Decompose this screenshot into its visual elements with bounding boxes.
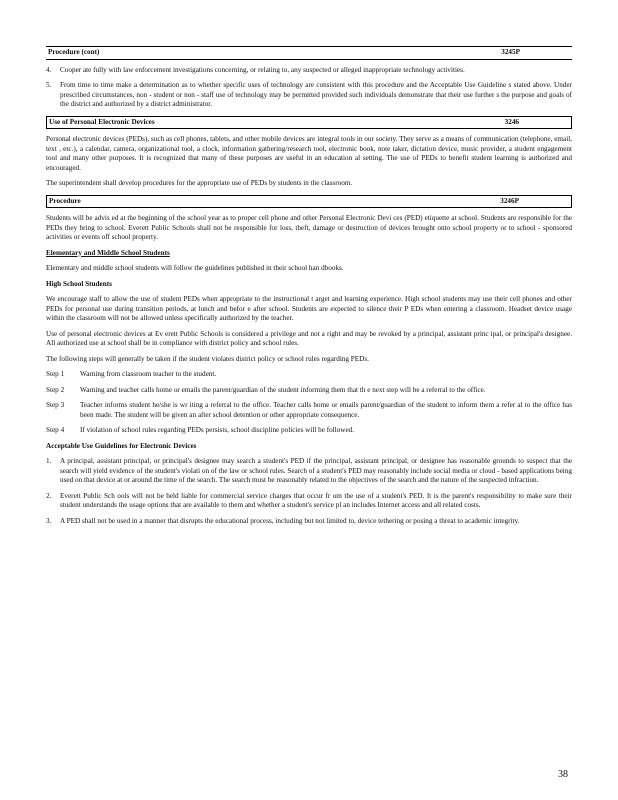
step-label: Step 2 [46, 385, 65, 394]
paragraph: Personal electronic devices (PEDs), such as cell phones, tablets, and other mobile devices are integral tools in our society. They serve as a means of communication (telephone, email, text , etc.), a calendar, camera, organizational tool, a clock, information gathering/research tool, electronic book, note taker, dictation device, music provider, a student engagement tool and many other purposes. It is recognized that many of these purposes are useful in an education al setting. The use of PEDs to benefit student learning is authorized and encouraged. [46, 135, 572, 172]
document-page [46, 46, 572, 532]
list-item [46, 492, 572, 511]
step-text: Teacher informs student he/she is wr iting a referral to the office. Teacher calls home or emails parent/guardian of the student to inform them a refer al to the office has been made. The student will be given an after school detention or other appropriate consequence. [80, 401, 572, 419]
list-item [46, 517, 572, 527]
list-text: A PED shall not be used in a manner that disrupts the educational process, including but not limited to, device tethering or posing a threat to academic integrity. [60, 516, 520, 525]
paragraph: Students will be advis ed at the beginning of the school year as to proper cell phone and other Personal Electronic Devi ces (PED) etiquette at school. Students are responsible for the PEDs they bring to school. Everett Public Schools shall not be responsible for loss, theft, damage or destruction of devices brought onto school property or to school - sponsored activities or events off school property. [46, 214, 572, 241]
paragraph: Use of personal electronic devices at Ev erett Public Schools is considered a privilege and not a right and may be revoked by a principal, assistant princ ipal, or principal's designee. All authorized use at school shall be in compliance with district policy and school rules. [46, 329, 572, 347]
list-number: 2. [46, 491, 52, 500]
list-number: 3. [46, 516, 52, 525]
subheading-high-school: High School Students [46, 279, 112, 288]
step-item [46, 370, 572, 380]
section-header-procedure-cont [46, 46, 572, 60]
list-text: From time to time make a determination as to whether specific uses of technology are consistent with this procedure and the Acceptable Use Guideline s stated above. Under prescribed circumstances, non - student or non - staff use of technology may be permitted provided such individuals demonstrate that their use further s the purpose and goals of the district and authorized by a district administrator. [60, 81, 572, 108]
step-label: Step 1 [46, 370, 65, 378]
list-text: Cooper ate fully with law enforcement investigations concerning, or relating to, any suspected or alleged inappropriate technology activities. [60, 65, 465, 74]
list-text: Everett Public Sch ools will not be held liable for commercial service charges that occur fr om the use of a student's PED. It is the parent's responsibility to make sure their student understands the usage options that are available to them and whether a student's service pl an includes Internet access and all related costs. [60, 491, 572, 509]
section-header-procedure [46, 195, 572, 209]
step-label: Step 3 [46, 401, 65, 409]
list-number: 5. [46, 81, 52, 89]
list-number: 4. [46, 65, 52, 74]
section-header-personal-devices [46, 116, 572, 130]
step-item [46, 401, 572, 420]
subheading-elementary [46, 249, 572, 259]
list-item [46, 81, 572, 110]
step-item [46, 426, 572, 436]
paragraph: Elementary and middle school students will follow the guidelines published in their school han dbooks. [46, 264, 344, 272]
section-code: 3246 [504, 117, 519, 126]
subheading-text: Elementary and Middle School Students [46, 248, 170, 257]
subheading-acceptable-use: Acceptable Use Guidelines for Electronic Devices [46, 441, 197, 450]
list-text: A principal, assistant principal, or principal's designee may search a student's PED if the principal, assistant principal, or designee has reasonable grounds to suspect that the search will yield evidence of the student's violati on of the law or school rules. Search of a student's PED may reasonably include social media or cloud - based applications being used on that device at or around the time of the search. The search must be reasonably related to the objectives of the search and the nature of the suspected infraction. [60, 457, 572, 484]
step-label: Step 4 [46, 426, 65, 434]
section-title: Procedure [49, 196, 81, 205]
list-item [46, 457, 572, 486]
step-text: Warning from classroom teacher to the student. [80, 370, 217, 378]
step-item [46, 386, 572, 396]
step-text: If violation of school rules regarding PEDs persists, school discipline policies will be followed. [80, 426, 355, 434]
section-title: Procedure (cont) [48, 48, 100, 56]
paragraph: We encourage staff to allow the use of student PEDs when appropriate to the instructional t arget and learning experience. High school students may use their cell phones and other PEDs for personal use during transition periods, at lunch and befor e after school. Students are expected to silence their P EDs when entering a classroom. Headset device usage within the classroom will not be allowed unless specifically authorized by the teacher. [46, 295, 572, 322]
paragraph: The superintendent shall develop procedures for the appropriate use of PEDs by students in the classroom. [46, 179, 353, 187]
section-code: 3245P [501, 48, 520, 56]
list-item [46, 66, 572, 76]
paragraph: The following steps will generally be taken if the student violates district policy or school rules regarding PEDs. [46, 354, 369, 363]
page-number: 38 [558, 769, 568, 780]
section-code: 3246P [500, 196, 519, 205]
step-text: Warning and teacher calls home or emails the parent/guardian of the student informing them that th e next step will be a referral to the office. [80, 385, 486, 394]
section-title: Use of Personal Electronic Devices [49, 117, 155, 126]
list-number: 1. [46, 457, 52, 465]
